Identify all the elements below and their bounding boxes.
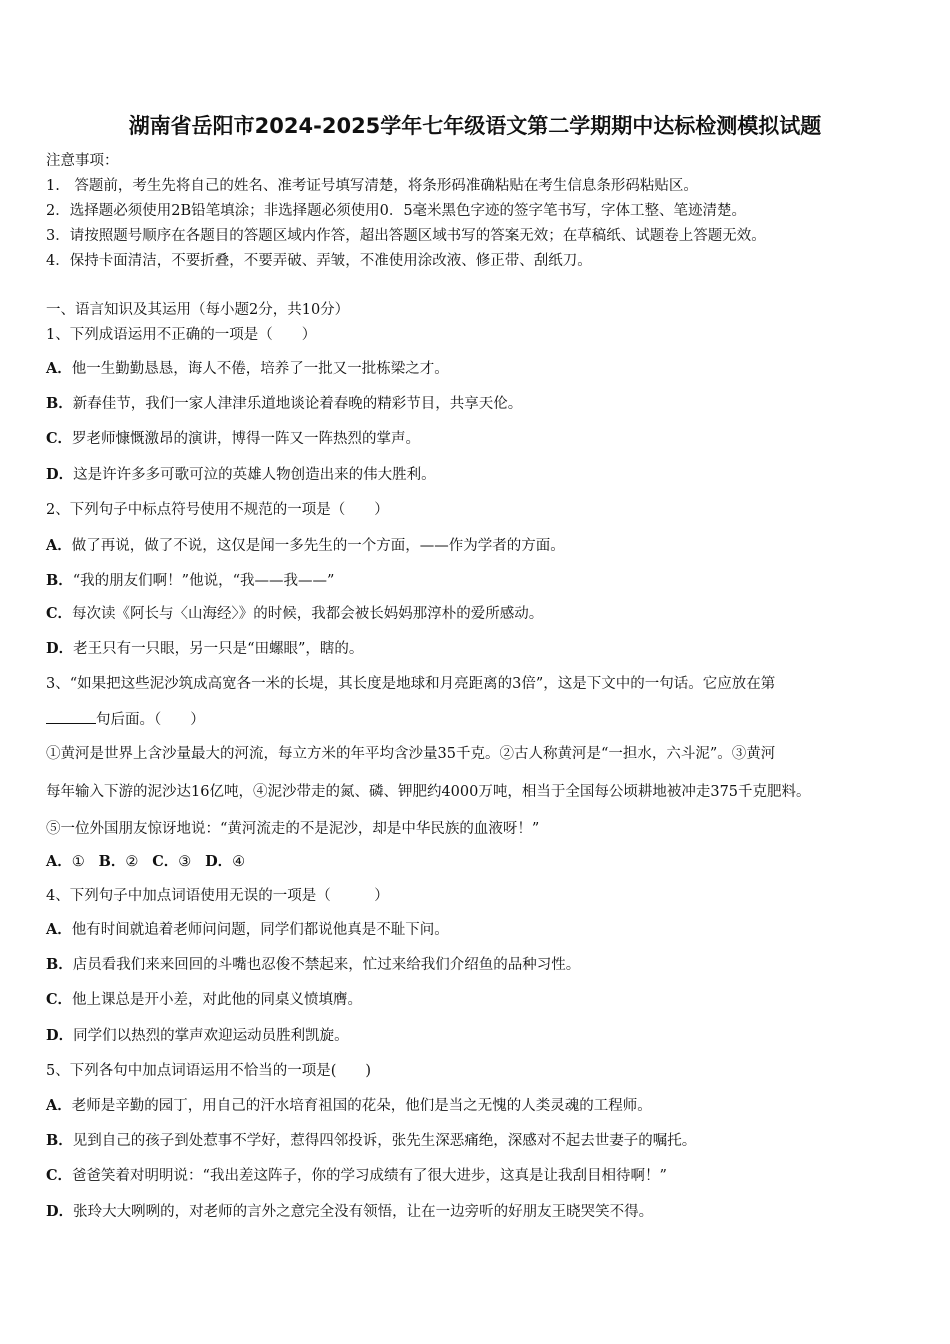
question-1-stem: 1、下列成语运用不正确的一项是（ ） — [46, 327, 317, 343]
option-text: 同学们以热烈的掌声欢迎运动员胜利凯旋。 — [73, 1028, 349, 1044]
option-text: 见到自己的孩子到处惹事不学好，惹得四邻投诉，张先生深恶痛绝，深感对不起去世妻子的嘱托。 — [72, 1133, 697, 1149]
option-text: 他上课总是开小差，对此他的同桌义愤填膺。 — [72, 992, 363, 1008]
option-letter: A． — [46, 853, 72, 870]
question-4-option-c — [46, 990, 362, 1010]
option-text: 他有时间就追着老师问问题，同学们都说他真是不耻下问。 — [71, 922, 449, 938]
option-letter: C． — [46, 991, 73, 1008]
option-text: “我的朋友们啊！”他说，“我——我——” — [72, 573, 335, 589]
question-3-stem: 3、“如果把这些泥沙筑成高宽各一米的长堤，其长度是地球和月亮距离的3倍”，这是下文中的一句话。它应放在第 — [46, 676, 776, 692]
option-letter: D． — [46, 1027, 74, 1044]
option-letter: A． — [46, 921, 72, 938]
answer-blank — [46, 709, 96, 724]
option-letter: B． — [46, 572, 73, 589]
option-text: 老师是辛勤的园丁，用自己的汗水培育祖国的花朵，他们是当之无愧的人类灵魂的工程师。 — [71, 1098, 652, 1114]
question-5-option-c — [46, 1166, 667, 1186]
option-text: 张玲大大咧咧的，对老师的言外之意完全没有领悟，让在一边旁听的好朋友王晓哭笑不得。 — [73, 1204, 654, 1220]
question-2-option-d — [46, 639, 363, 659]
question-1-option-c — [46, 429, 420, 449]
note-item-4: 4．保持卡面清洁，不要折叠，不要弄破、弄皱，不准使用涂改液、修正带、刮纸刀。 — [46, 253, 592, 269]
option-text: 新春佳节，我们一家人津津乐道地谈论着春晚的精彩节目，共享天伦。 — [72, 396, 523, 412]
note-item-3: 3．请按照题号顺序在各题目的答题区域内作答，超出答题区域书写的答案无效；在草稿纸、试题卷上答题无效。 — [46, 228, 766, 244]
question-5-stem: 5、下列各句中加点词语运用不恰当的一项是( ) — [46, 1063, 372, 1079]
question-5-option-b — [46, 1131, 696, 1151]
option-letter: A． — [46, 360, 72, 377]
question-5-option-d — [46, 1202, 653, 1222]
option-text: ② — [125, 854, 139, 870]
question-4-option-b — [46, 955, 580, 975]
question-2-option-c — [46, 604, 543, 624]
question-5-option-a — [46, 1096, 652, 1116]
question-1-option-a — [46, 359, 449, 379]
option-letter: C． — [46, 430, 73, 447]
option-text: ③ — [178, 854, 192, 870]
option-letter: D． — [46, 1203, 74, 1220]
notes-heading: 注意事项： — [46, 153, 119, 169]
section-heading: 一、语言知识及其运用（每小题2分，共10分） — [46, 302, 350, 318]
option-letter: D． — [205, 853, 233, 870]
option-letter: B． — [46, 395, 73, 412]
question-2-stem: 2、下列句子中标点符号使用不规范的一项是（ ） — [46, 502, 389, 518]
page-title: 湖南省岳阳市2024-2025学年七年级语文第二学期期中达标检测模拟试题 — [128, 114, 822, 138]
note-item-2: 2．选择题必须使用2B铅笔填涂；非选择题必须使用0．5毫米黑色字迹的签字笔书写，字体工整、笔迹清楚。 — [46, 203, 747, 219]
note-item-1: 1. 答题前，考生先将自己的姓名、准考证号填写清楚，将条形码准确粘贴在考生信息条形码粘贴区。 — [46, 178, 698, 194]
option-text: 罗老师慷慨激昂的演讲，博得一阵又一阵热烈的掌声。 — [72, 431, 421, 447]
option-letter: B． — [98, 853, 126, 870]
option-letter: C． — [152, 853, 179, 870]
question-1-option-d — [46, 465, 436, 485]
option-letter: D． — [46, 640, 74, 657]
question-4-option-d — [46, 1026, 349, 1046]
option-letter: D． — [46, 466, 74, 483]
question-4-stem: 4、下列句子中加点词语使用无误的一项是（ ） — [46, 888, 389, 904]
question-3-passage-line-3: ⑤一位外国朋友惊讶地说：“黄河流走的不是泥沙，却是中华民族的血液呀！” — [46, 821, 540, 837]
question-1-option-b — [46, 394, 522, 414]
option-text: ① — [71, 854, 85, 870]
question-3-passage-line-1: ①黄河是世界上含沙量最大的河流，每立方米的年平均含沙量35千克。②古人称黄河是“一担水，六斗泥”。③黄河 — [46, 746, 776, 762]
option-letter: C． — [46, 605, 73, 622]
option-text: 做了再说，做了不说，这仅是闻一多先生的一个方面，——作为学者的方面。 — [71, 538, 565, 554]
option-text: 老王只有一只眼，另一只是“田螺眼”，瞎的。 — [73, 641, 364, 657]
option-text: 这是许许多多可歌可泣的英雄人物创造出来的伟大胜利。 — [73, 467, 436, 483]
question-2-option-b — [46, 571, 334, 591]
question-3-stem-continued — [46, 709, 205, 730]
option-text: 店员看我们来来回回的斗嘴也忍俊不禁起来，忙过来给我们介绍鱼的品种习性。 — [72, 957, 581, 973]
option-text: 爸爸笑着对明明说：“我出差这阵子，你的学习成绩有了很大进步，这真是让我刮目相待啊！” — [72, 1168, 667, 1184]
option-letter: A． — [46, 1097, 72, 1114]
option-text: ④ — [232, 854, 246, 870]
option-letter: A． — [46, 537, 72, 554]
question-3-passage-line-2: 每年输入下游的泥沙达16亿吨，④泥沙带走的氮、磷、钾肥约4000万吨，相当于全国每公顷耕地被冲走375千克肥料。 — [46, 784, 811, 800]
option-letter: C． — [46, 1167, 73, 1184]
question-3-options — [46, 852, 245, 872]
question-3-stem-tail: 句后面。（ ） — [96, 712, 205, 728]
question-2-option-a — [46, 536, 565, 556]
question-4-option-a — [46, 920, 449, 940]
option-letter: B． — [46, 956, 73, 973]
option-text: 他一生勤勤恳恳，诲人不倦，培养了一批又一批栋梁之才。 — [71, 361, 449, 377]
option-text: 每次读《阿长与〈山海经〉》的时候，我都会被长妈妈那淳朴的爱所感动。 — [72, 606, 544, 622]
option-letter: B． — [46, 1132, 73, 1149]
